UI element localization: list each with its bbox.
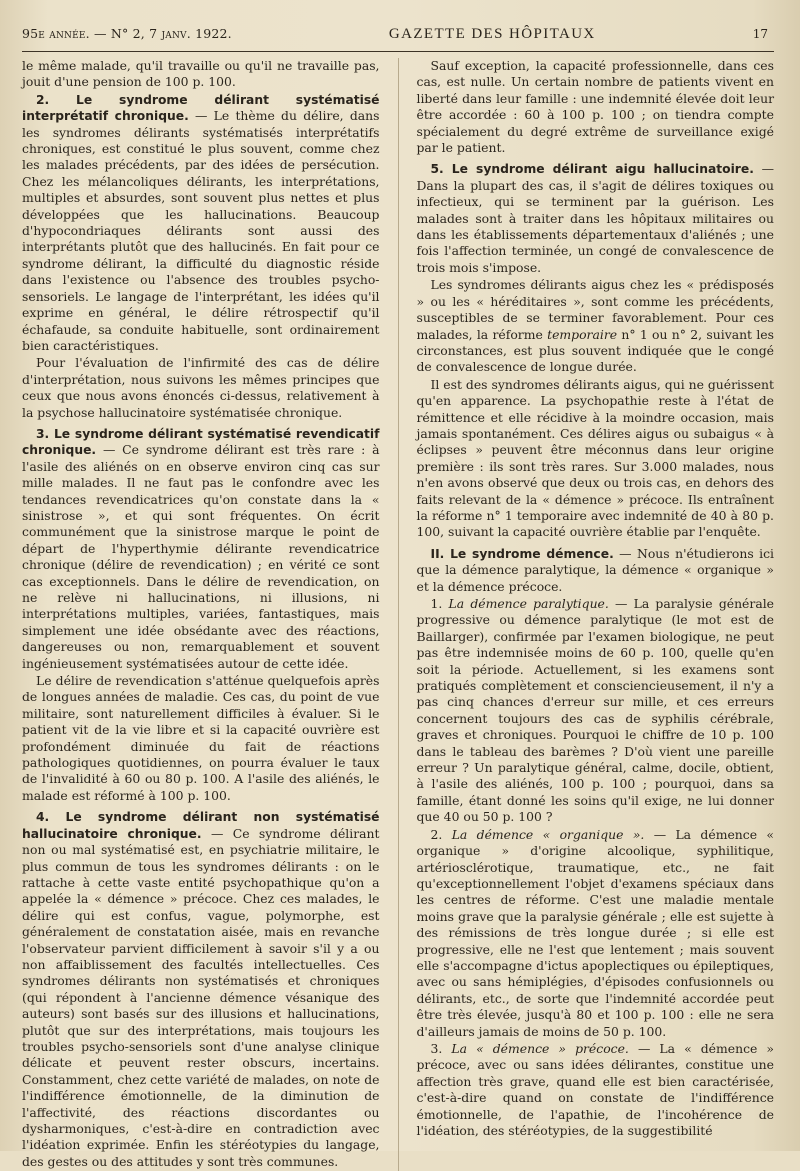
- paragraph: Sauf exception, la capacité professionnelle, dans ces cas, est nulle. Un certain nombre de patients vivent en liberté dans leur famille : une indemnité élevée doit leur être accordée : 60 à 100 p. 100 ; on tiendra compte spécialement du degré extrême de surveillance exigé par le patient.: [416, 58, 774, 156]
- subsection-title: La démence « organique ».: [451, 826, 645, 842]
- italic-run: temporaire: [547, 326, 618, 342]
- journal-title: GAZETTE DES HÔPITAUX: [388, 26, 596, 42]
- paragraph: le même malade, qu'il travaille ou qu'il ne travaille pas, jouit d'une pension de 100 p. 100.: [22, 58, 380, 90]
- paragraph: Le délire de revendication s'atténue quelquefois après de longues années de maladie. Ces cas, du point de vue militaire, sont naturellement difficiles à évaluer. Si le patient vit de la vie libre et si la capacité ouvrière est profondément diminuée du fait de réactions pathologiques quotidiennes, on pourra évaluer le taux de l'invalidité à 60 ou 80 p. 100. A l'asile des aliénés, le malade est réformé à 100 p. 100.: [22, 673, 380, 803]
- text-run: n° 1 ou n° 2, suivant les circonstances, est plus souvent indiquée que le congé de convalescence de longue durée.: [416, 326, 774, 375]
- section-text: — Nous n'étudierons ici que la démence paralytique, la démence « organique » et la démence précoce.: [416, 545, 775, 594]
- section-II: [417, 546, 775, 595]
- section-2: [22, 92, 380, 355]
- subsection-text: — La « démence » précoce, avec ou sans idées délirantes, constitue une affection très grave, quand elle est bien caractérisée, c'est-à-dire quand on constate de l'indifférence émotionnelle, de l'apathie, de l'incohérence de l'idéation, des stéréotypies, de la suggestibilité: [416, 1040, 774, 1138]
- subsection-text: — La paralysie générale progressive ou démence paralytique (le mot est de Baillarger), confirmée par l'examen biologique, ne peut pas être indemnisée moins de 60 p. 100, quelle qu'en soit la période. Actuellement, si les examens sont pratiqués complètement et consciencieusement, il n'y a pas cinq chances d'erreur sur mille, et ces erreurs concernent toujours des cas de syphilis cérébrale, graves et chroniques. Pourquoi le chiffre de 10 p. 100 dans le tableau des barèmes ? D'où vient une pareille erreur ? Un paralytique général, calme, docile, obtient, à l'asile des aliénés, 100 p. 100 ; pourquoi, dans sa famille, étant donné les soins qu'il exige, ne lui donner que 40 ou 50 p. 100 ?: [416, 596, 775, 825]
- section-text: — Ce syndrome délirant est très rare : à l'asile des aliénés on en observe environ cinq cas sur mille malades. Il ne faut pas le confondre avec les tendances revendicatrices qu'on constate dans la « sinistrose », et qui sont fréquentes. On écrit communément que la sinistrose marque le point de départ de l'hyperthymie délirante revendicatrice chronique (délire de revendication) ; en vérité ce sont cas exceptionnels. Dans le délire de revendication, on ne relève ni hallucinations, ni illusions, ni interprétations multiples, variées, fantastiques, mais simplement une idée obsédante avec des réactions, dangereuses ou non, remarquablement et souvent ingénieusement systématisées autour de cette idée.: [22, 442, 380, 671]
- section-title: 4. Le syndrome délirant non systématisé hallucinatoire chronique.: [22, 810, 380, 841]
- section-3: [22, 426, 380, 672]
- subsection-title: La démence paralytique.: [448, 596, 609, 611]
- text-run: Les syndromes délirants aigus chez les « prédisposés » ou les « héréditaires », sont comme les précédents, susceptibles de se terminer favorablement. Pour ces malades, la réforme: [416, 277, 774, 342]
- paragraph: Pour l'évaluation de l'infirmité des cas de délire d'interprétation, nous suivons les mêmes principes que ceux que nous avons énoncés ci-dessus, relativement à la psychose hallucinatoire systématisée chronique.: [22, 355, 380, 420]
- section-4: [22, 809, 380, 1170]
- page-header: [22, 26, 768, 43]
- subsection-number: 3.: [430, 1040, 452, 1056]
- column-divider: [398, 58, 399, 1171]
- subsection-number: 2.: [430, 826, 452, 842]
- paragraph: Il est des syndromes délirants aigus, qui ne guérissent qu'en apparence. La psychopathie reste à l'état de rémittence et elle récidive à la moindre occasion, mais jamais spontanément. Ces délires aigus ou subaigus « à éclipses » peuvent être méconnus dans leur origine première : ils sont très rares. Sur 3.000 malades, nous n'en avons observé que deux ou trois cas, en dehors des faits relevant de la « démence » précoce. Ils entraînent la réforme n° 1 temporaire avec indemnité de 40 à 80 p. 100, suivant la capacité ouvrière établie par l'enquête.: [416, 376, 774, 540]
- section-5: [417, 161, 775, 276]
- subsection-3: [417, 1041, 775, 1139]
- subsection-2: [417, 827, 775, 1040]
- page-number: 17: [752, 27, 768, 41]
- section-title: 5. Le syndrome délirant aigu hallucinatoire.: [430, 162, 754, 177]
- left-column: [22, 58, 380, 1171]
- section-title: 2. Le syndrome délirant systématisé interprétatif chronique.: [22, 92, 380, 124]
- section-title: 3. Le syndrome délirant systématisé revendicatif chronique.: [22, 426, 380, 458]
- section-text: — Ce syndrome délirant non ou mal systématisé est, en psychiatrie militaire, le plus commun de tous les syndromes délirants : on le rattache à cette vaste entité psychopathique qu'on a appelée la « démence » précoce. Chez ces malades, le délire qui est confus, vague, polymorphe, est généralement de constatation aisée, mais en revanche l'observateur parvient difficilement à savoir s'il y a ou non affaiblissement des facultés intellectuelles. Ces syndromes délirants non systématisés et chroniques (qui répondent à l'ancienne démence vésanique des auteurs) sont basés sur des illusions et hallucinations, plutôt que sur des interprétations, mais toujours les troubles psycho-sensoriels sont d'une analyse clinique délicate et peuvent rester obscurs, incertains. Constamment, chez cette variété de malades, on note de l'indifférence émotionnelle, de la diminution de l'affectivité, des réactions discordantes ou dysharmoniques, c'est-à-dire en contradiction avec l'idéation exprimée. Enfin les stéréotypies du langage, des gestes ou des attitudes y sont très communes.: [22, 825, 380, 1169]
- section-text: — Dans la plupart des cas, il s'agit de délires toxiques ou infectieux, qui se terminent par la guérison. Les malades sont à traiter dans les hôpitaux militaires ou dans les établissements départementaux d'aliénés ; une fois l'affection terminée, un congé de convalescence de trois mois s'impose.: [416, 161, 774, 275]
- issue-line: 95e année. — N° 2, 7 janv. 1922.: [22, 26, 232, 41]
- header-rule: [22, 51, 774, 52]
- section-title: II. Le syndrome démence.: [430, 546, 614, 561]
- right-column: [417, 58, 775, 1171]
- subsection-1: [417, 596, 775, 826]
- paragraph: [417, 277, 775, 375]
- text-columns: [22, 58, 774, 1171]
- subsection-title: La « démence » précoce.: [451, 1040, 629, 1056]
- subsection-text: — La démence « organique » d'origine alcoolique, syphilitique, artériosclérotique, traumatique, etc., ne fait qu'exceptionnellement l'objet d'examens spéciaux dans les centres de réforme. C'est une maladie mentale moins grave que la paralysie générale ; elle est sujette à des rémissions de très longue durée ; si elle est progressive, elle ne l'est que lentement ; mais souvent elle s'accompagne d'ictus apoplectiques ou épileptiques, avec ou sans hémiplégies, d'épisodes confusionnels ou délirants, etc., de sorte que l'indemnité accordée peut être très élevée, jusqu'à 80 et 100 p. 100 : elle ne sera d'ailleurs jamais de moins de 50 p. 100.: [416, 826, 774, 1039]
- section-text: — Le thème du délire, dans les syndromes délirants systématisés interprétatifs chroniques, est constitué le plus souvent, comme chez les malades précédents, par des idées de persécution. Chez les mélancoliques délirants, les interprétations, multiples et absurdes, sont souvent plus nettes et plus développées que les hallucinations. Beaucoup d'hypocondriaques délirants sont aussi des interprétants plutôt que des hallucinés. En fait pour ce syndrome délirant, la difficulté du diagnostic réside dans l'existence ou l'absence des troubles psycho-sensoriels. Le langage de l'interprétant, les idées qu'il exprime en général, le délire rétrospectif qu'il échafaude, sa conduite habituelle, sont ordinairement bien caractéristiques.: [22, 108, 380, 353]
- subsection-number: 1.: [430, 596, 449, 611]
